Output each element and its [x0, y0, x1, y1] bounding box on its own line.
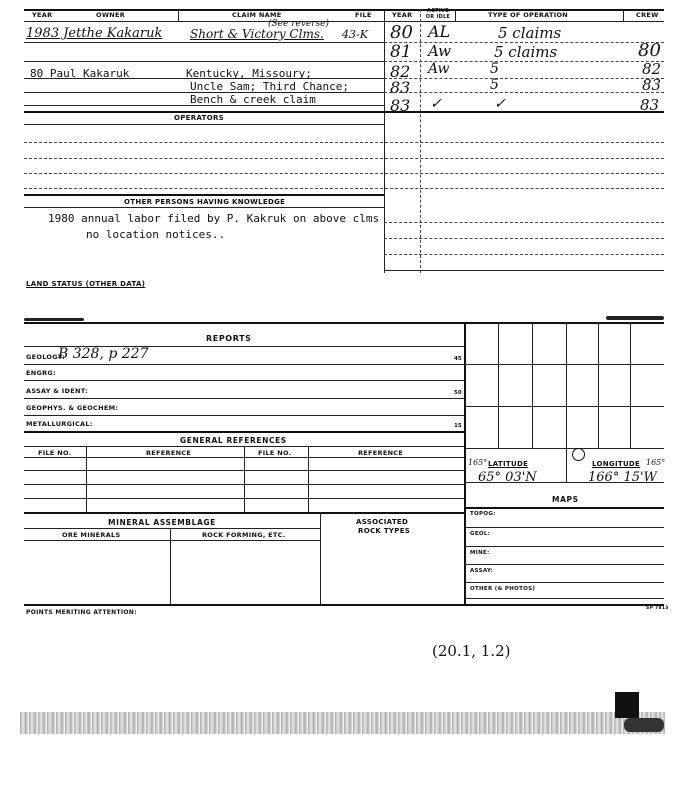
latitude-value: 65° 03'N — [478, 470, 537, 485]
row-active: ✓ — [430, 96, 442, 112]
row-year: 83 — [390, 78, 411, 97]
row-year: 82 — [390, 62, 411, 81]
entry-claim-typed-3: Bench & creek claim — [190, 93, 316, 106]
mineral-rule — [24, 528, 320, 529]
smudge — [606, 316, 664, 320]
type-col-left — [455, 9, 456, 21]
land-status-label: LAND STATUS (OTHER DATA) — [26, 280, 146, 288]
maps-rule — [464, 527, 664, 528]
others-line-2: no location notices.. — [86, 228, 226, 241]
latitude-label: LATITUDE — [488, 460, 529, 468]
mineral-title: MINERAL ASSEMBLAGE — [108, 518, 216, 527]
reference-header: REFERENCE — [146, 449, 192, 457]
maps-topog: TOPOG: — [470, 511, 496, 517]
type-operation-header: TYPE OF OPERATION — [488, 11, 569, 19]
row-active: Aw — [428, 42, 451, 60]
rock-types-label: ROCK TYPES — [358, 527, 411, 535]
operators-top-rule — [24, 111, 664, 113]
longitude-label: LONGITUDE — [592, 460, 641, 468]
general-refs-col — [308, 446, 309, 512]
entry-file-handwritten: 43-K — [342, 28, 368, 41]
associated-label: ASSOCIATED — [356, 518, 409, 526]
points-meriting-label: POINTS MERITING ATTENTION: — [26, 609, 137, 616]
assay-label: ASSAY & IDENT: — [26, 387, 88, 395]
file-no-header: FILE NO. — [38, 449, 72, 457]
crew-header: CREW — [636, 11, 659, 19]
grid-col — [532, 322, 533, 448]
grid-col — [498, 322, 499, 448]
general-refs-title: GENERAL REFERENCES — [180, 436, 287, 445]
others-line-1: 1980 annual labor filed by P. Kakruk on above clms — [48, 212, 380, 225]
grid-row — [464, 364, 664, 365]
mineral-col — [170, 528, 171, 604]
year-header: YEAR — [32, 11, 53, 19]
grid-col — [598, 322, 599, 448]
row-year: 83 — [390, 96, 411, 115]
rock-forming-header: ROCK FORMING, ETC. — [202, 531, 286, 539]
longitude-value: 166° 15'W — [588, 470, 657, 485]
reports-rule — [24, 415, 464, 416]
reports-rule — [24, 380, 464, 381]
row-crew: 83 — [642, 76, 662, 94]
year-col-left — [384, 9, 385, 273]
file-no-header-2: FILE NO. — [258, 449, 292, 457]
others-right-bottom — [384, 270, 664, 271]
operators-line — [24, 142, 664, 143]
maps-rule — [464, 564, 664, 565]
engrg-label: ENGRG: — [26, 369, 56, 377]
report-number: 45 — [454, 356, 462, 362]
report-number: 50 — [454, 390, 462, 396]
grid-row — [464, 406, 664, 407]
others-top-rule — [24, 194, 384, 196]
active-col-left — [420, 9, 421, 273]
entry-rule — [24, 42, 384, 43]
others-right-line — [384, 254, 664, 255]
handwritten-reference: (20.1, 1.2) — [432, 642, 511, 660]
row-crew: 83 — [640, 96, 660, 114]
coords-rule — [464, 482, 664, 483]
entry-claim-typed-1: Kentucky, Missoury; — [186, 67, 312, 80]
header-rule — [24, 21, 664, 22]
general-refs-col — [244, 446, 245, 512]
smudge — [24, 318, 84, 321]
row-type: 5 — [490, 77, 499, 93]
row-crew: 80 — [638, 40, 661, 61]
mineral-col — [320, 512, 321, 604]
grid-col — [566, 322, 567, 482]
reference-header-2: REFERENCE — [358, 449, 404, 457]
maps-title: MAPS — [552, 495, 579, 504]
form-bottom-rule — [24, 604, 664, 606]
reports-rule — [24, 364, 464, 365]
maps-rule — [464, 546, 664, 547]
lon-suffix: 165° — [646, 458, 666, 467]
others-right-line — [384, 238, 664, 239]
scan-noise-band — [20, 712, 665, 734]
general-refs-col — [86, 446, 87, 512]
row-crew: 82 — [642, 60, 662, 78]
metall-label: METALLURGICAL: — [26, 420, 93, 428]
form-number: SP 7813 — [646, 606, 669, 611]
geology-value: B 328, p 227 — [58, 346, 149, 362]
grid-col — [630, 322, 631, 448]
reports-top-rule — [24, 322, 664, 324]
scan-corner-mark — [615, 692, 639, 718]
maps-rule — [464, 582, 664, 583]
row-year: 81 — [390, 42, 412, 62]
reports-rule — [24, 398, 464, 399]
reports-bottom-rule — [24, 431, 464, 433]
circle-mark — [572, 448, 585, 461]
crew-col-left — [623, 9, 624, 21]
row-year: 80 — [390, 22, 413, 43]
reports-title: REPORTS — [206, 334, 252, 343]
operators-line — [24, 188, 664, 189]
ore-minerals-header: ORE MINERALS — [62, 531, 121, 539]
maps-other: OTHER (& PHOTOS) — [470, 586, 536, 592]
others-label: OTHER PERSONS HAVING KNOWLEDGE — [124, 198, 286, 206]
maps-mine: MINE: — [470, 550, 490, 556]
mineral-rule — [24, 540, 320, 541]
entry-rule — [24, 61, 384, 62]
row-active: Aw — [428, 61, 450, 77]
claim-name-header: CLAIM NAME — [232, 11, 282, 19]
geophys-label: GEOPHYS. & GEOCHEM: — [26, 404, 119, 412]
scan-blob — [624, 718, 664, 732]
maps-rule — [464, 507, 664, 509]
right-rule — [384, 78, 664, 79]
right-rule — [384, 92, 664, 93]
row-active: AL — [428, 22, 451, 41]
right-rule — [384, 61, 664, 62]
right-rule — [384, 42, 664, 43]
active-idle-header: ACTIVE OR IDLE — [425, 8, 451, 20]
year-col-header: YEAR — [392, 11, 413, 19]
row-type: 5 claims — [494, 43, 558, 61]
owner-header: OWNER — [96, 11, 126, 19]
maps-geol: GEOL: — [470, 531, 491, 537]
operators-line — [24, 173, 664, 174]
entry-claim-handwritten: Short & Victory Clms. — [190, 27, 324, 41]
grid-row — [464, 448, 664, 449]
others-right-line — [384, 222, 664, 223]
entry-claim-typed-2: Uncle Sam; Third Chance; — [190, 80, 349, 93]
geology-label: GEOLOGY: — [26, 353, 66, 361]
entry-note-handwritten: (See reverse) — [268, 19, 329, 29]
row-type: 5 — [490, 61, 499, 77]
row-type: 5 claims — [498, 24, 562, 42]
maps-rule — [464, 598, 664, 599]
operators-line — [24, 158, 664, 159]
lat-prefix: 165° — [468, 458, 488, 467]
maps-assay: ASSAY: — [470, 568, 494, 574]
row-type: ✓ — [494, 96, 506, 112]
others-rule — [24, 207, 384, 208]
header-sep — [178, 9, 179, 21]
entry-owner-typed: 80 Paul Kakaruk — [30, 67, 130, 80]
report-number: 15 — [454, 423, 462, 429]
operators-label: OPERATORS — [174, 114, 224, 122]
general-refs-bottom — [24, 512, 464, 514]
operators-rule — [24, 124, 384, 125]
file-header: FILE — [355, 11, 372, 19]
entry-owner-handwritten: 1983 Jetthe Kakaruk — [26, 26, 163, 41]
